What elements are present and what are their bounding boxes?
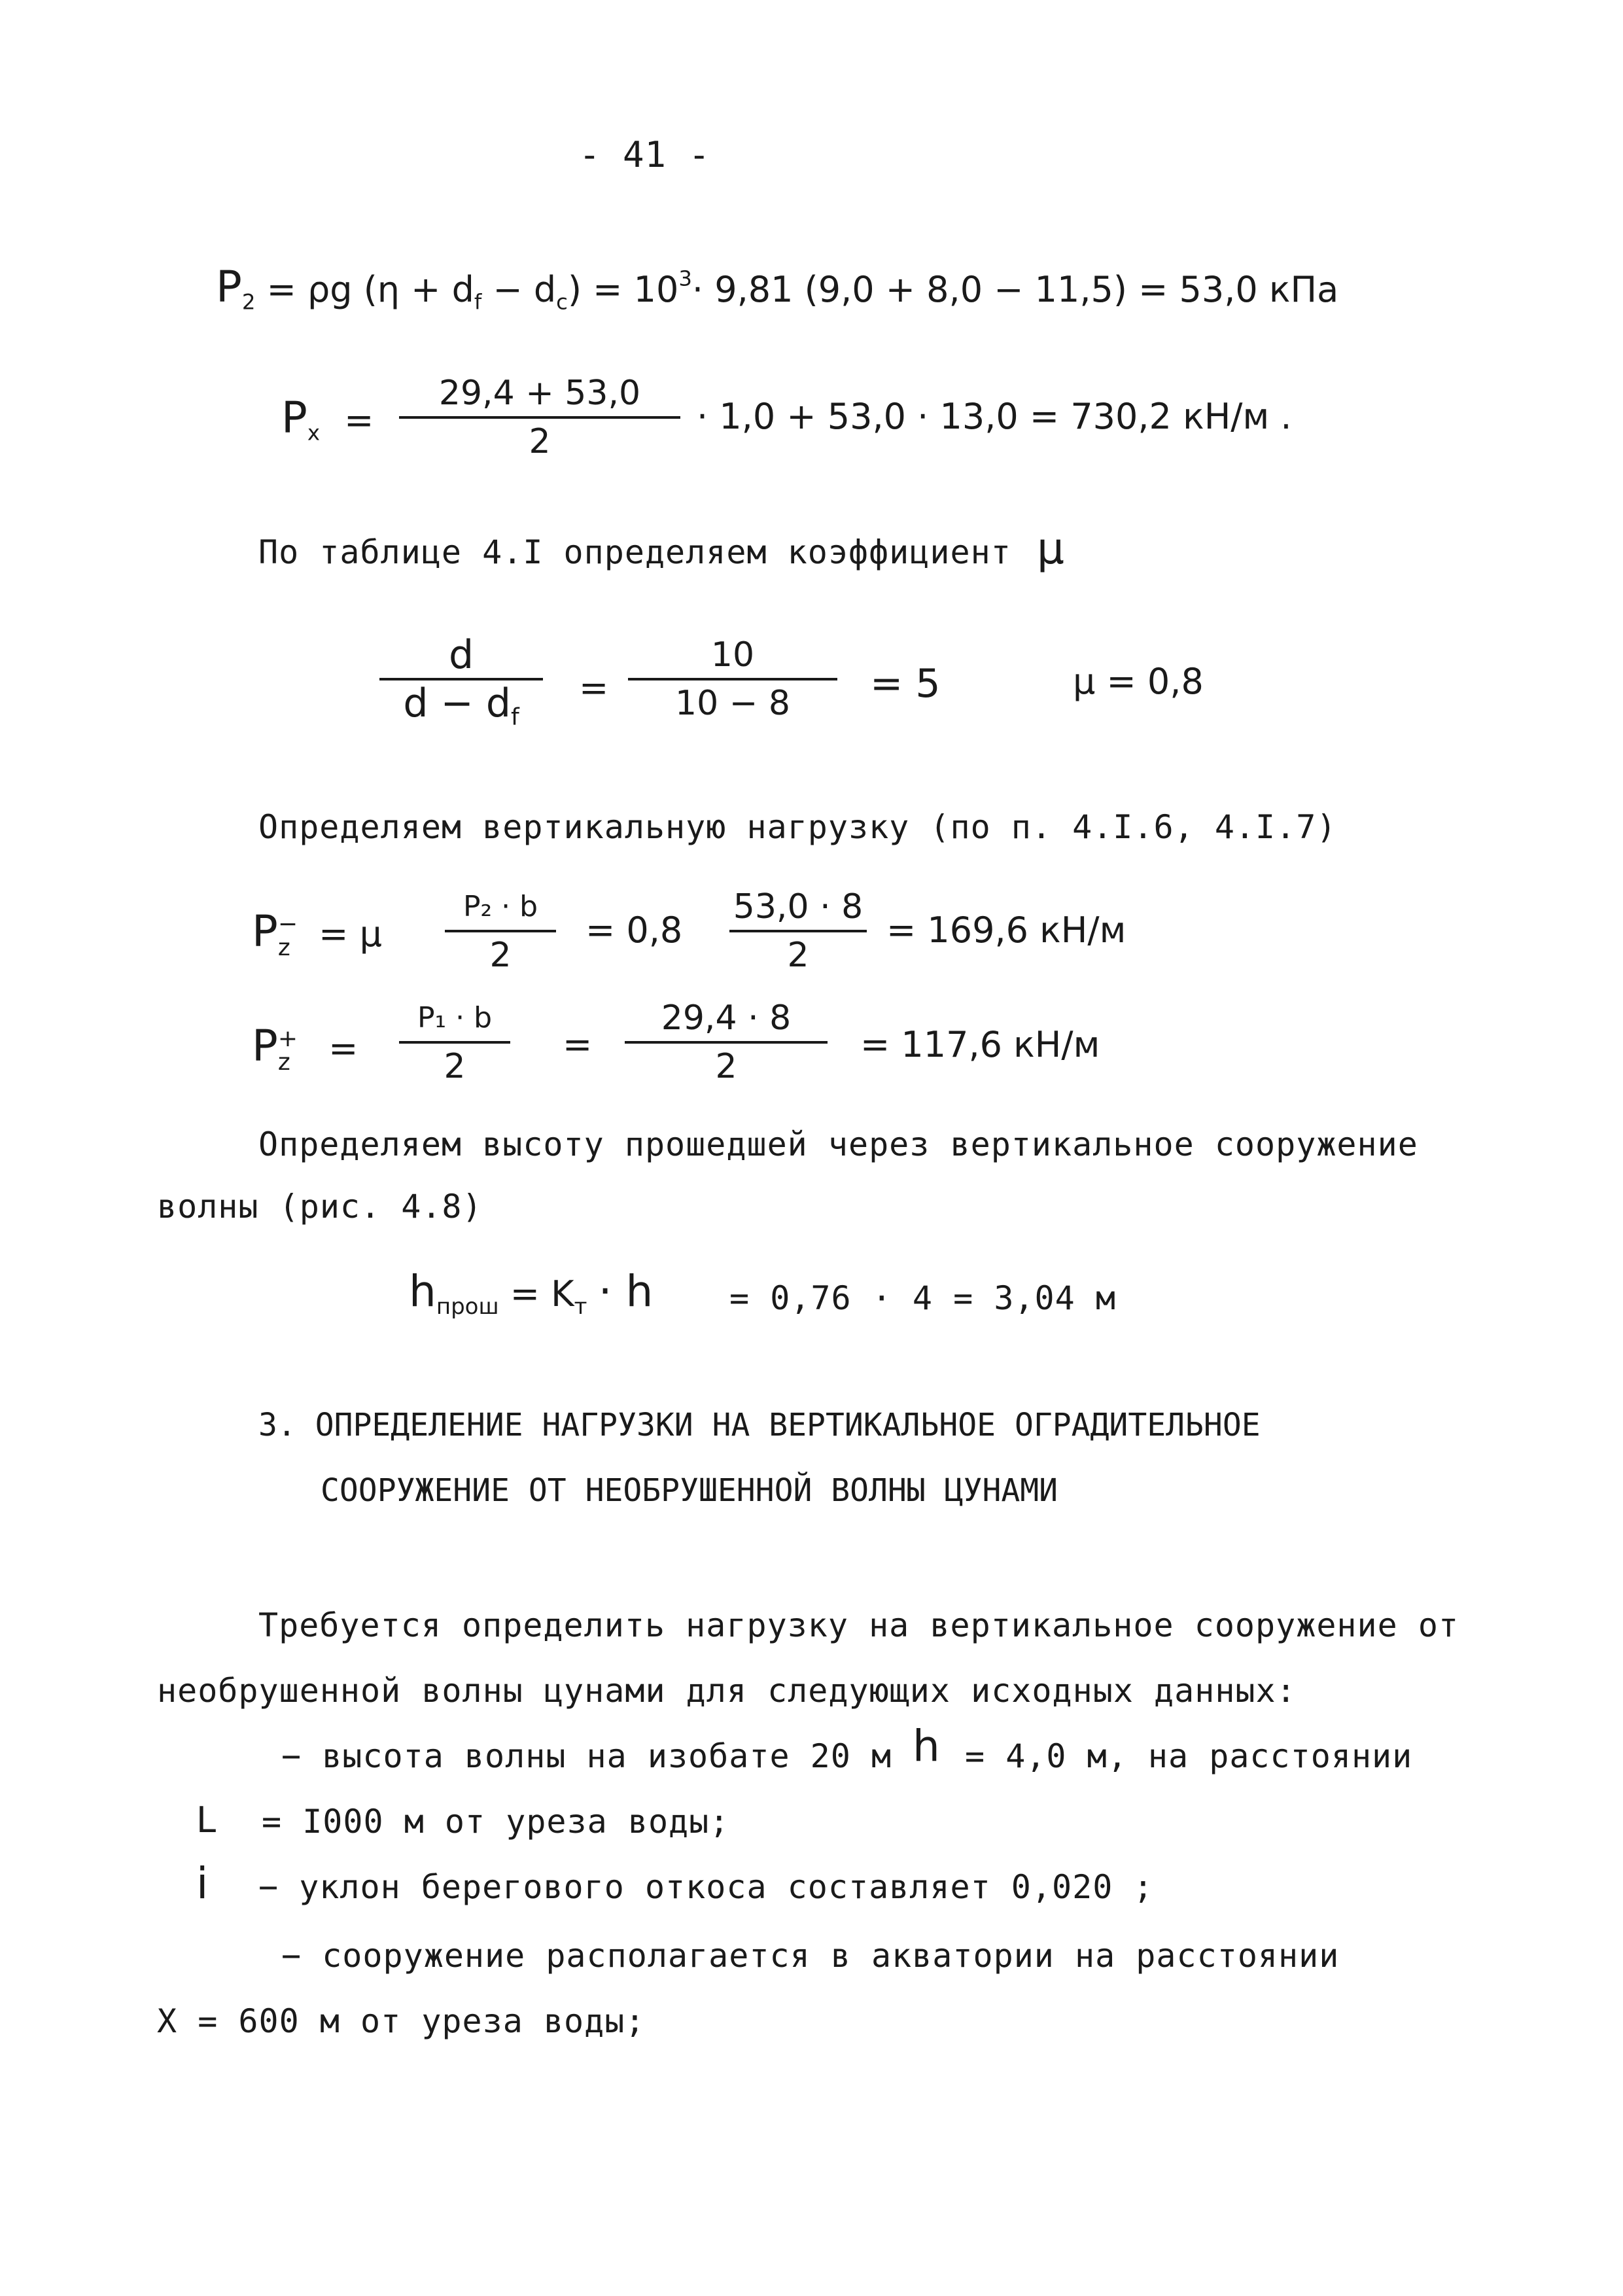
pz-minus-f2-bar <box>729 930 867 932</box>
h-mid2: · h <box>598 1266 654 1316</box>
pz-plus-sub: z <box>277 1049 290 1076</box>
section-heading-line2: СООРУЖЕНИЕ ОТ НЕОБРУШЕННОЙ ВОЛНЫ ЦУНАМИ <box>321 1472 1058 1509</box>
ratio-equals-1: = <box>579 667 609 709</box>
equation-px-lhs <box>281 393 374 445</box>
pz-minus-f1-den: 2 <box>489 936 512 975</box>
ratio-f1-den <box>403 680 519 738</box>
para-line-2: необрушенной волны цунами для следующих исходных данных: <box>157 1672 1297 1710</box>
item-2-symbol: L <box>196 1799 217 1841</box>
pz-minus-fraction-1 <box>445 887 556 976</box>
item-1-symbol: h <box>913 1721 940 1771</box>
pz-plus-f1-bar <box>399 1041 510 1044</box>
item-3-symbol: i <box>196 1858 209 1909</box>
pz-plus-f1-num: P₁ · b <box>417 1001 493 1034</box>
ratio-fraction-1 <box>379 632 543 738</box>
pz-minus-f1-num: P₂ · b <box>462 890 538 923</box>
page-number: - 41 - <box>579 134 711 175</box>
pz-minus-f2-num: 53,0 · 8 <box>733 887 864 927</box>
p2-rhs-c-sup: 3 <box>678 266 692 291</box>
ratio-equals-5: = 5 <box>870 661 941 707</box>
ratio-f1-num: d <box>448 632 474 678</box>
px-tail: · 1,0 + 53,0 · 13,0 = 730,2 кН/м . <box>697 396 1292 437</box>
item-1a: − высота волны на изобате 20 м <box>281 1737 892 1775</box>
p2-lhs: P <box>216 262 242 312</box>
pz-plus-f2-num: 29,4 · 8 <box>661 998 792 1038</box>
p2-rhs-a-sub: f <box>474 289 482 315</box>
pz-minus-eq1: = μ <box>319 913 382 955</box>
h-mid-sub: т <box>574 1293 587 1320</box>
pz-minus-sup: − <box>277 911 298 938</box>
pz-plus-fraction-1 <box>399 998 510 1087</box>
item-5: X = 600 м от уреза воды; <box>157 2002 646 2040</box>
pz-plus-f2-bar <box>625 1041 828 1044</box>
p2-rhs-b: − d <box>481 269 557 310</box>
pz-minus-lhs <box>252 906 382 960</box>
p2-rhs-c: ) = 10 <box>567 269 679 310</box>
p2-lhs-sub: 2 <box>241 289 256 315</box>
px-fraction-bar <box>399 416 680 419</box>
px-denominator: 2 <box>529 422 551 461</box>
item-2: = I000 м от уреза воды; <box>262 1803 730 1841</box>
section-heading-line1: 3. ОПРЕДЕЛЕНИЕ НАГРУЗКИ НА ВЕРТИКАЛЬНОЕ ОГРАДИТЕЛЬНОЕ <box>258 1407 1261 1443</box>
pz-plus-eq1: = <box>328 1028 358 1069</box>
px-numerator: 29,4 + 53,0 <box>438 374 641 413</box>
pz-plus-p: P <box>252 1021 278 1071</box>
pz-plus-sup: + <box>277 1025 298 1053</box>
px-lhs: P <box>281 393 307 443</box>
ratio-fraction-2 <box>628 635 837 724</box>
mu-value: μ = 0,8 <box>1073 661 1204 702</box>
h-tail: = 0,76 · 4 = 3,04 м <box>729 1279 1116 1317</box>
pz-plus-eq2: = <box>563 1024 593 1065</box>
pz-plus-f1-den: 2 <box>444 1047 466 1086</box>
text-vertical-load: Определяем вертикальную нагрузку (по п. 4.I.6, 4.I.7) <box>258 808 1337 846</box>
h-lhs: h <box>409 1266 436 1316</box>
equation-p2 <box>216 262 1338 314</box>
pz-minus-p: P <box>252 906 278 957</box>
px-equals: = <box>344 400 374 441</box>
pz-minus-tail: = 169,6 кН/м <box>886 910 1126 951</box>
px-lhs-sub: x <box>307 420 320 446</box>
ratio-f1-den-text: d − d <box>403 680 511 726</box>
h-lhs-sub: прош <box>436 1293 499 1320</box>
ratio-f2-den: 10 − 8 <box>675 684 790 723</box>
ratio-f1-den-sub: f <box>510 703 519 731</box>
text-wave-height-2: волны (рис. 4.8) <box>157 1188 483 1226</box>
p2-rhs-b-sub: c <box>556 289 568 315</box>
para-line-1: Требуется определить нагрузку на вертикальное сооружение от <box>258 1606 1459 1644</box>
pz-plus-fraction-2 <box>625 998 828 1087</box>
pz-minus-fraction-2 <box>729 887 867 976</box>
item-4: − сооружение располагается в акватории на расстоянии <box>281 1937 1340 1975</box>
equation-h <box>409 1266 653 1320</box>
p2-rhs-a: = ρg (η + d <box>266 269 474 310</box>
ratio-f2-bar <box>628 678 837 680</box>
px-fraction <box>399 373 680 462</box>
pz-minus-eq2: = 0,8 <box>585 910 683 951</box>
text-wave-height-1: Определяем высоту прошедшей через вертикальное сооружение <box>258 1125 1418 1163</box>
text-mu-intro: По таблице 4.I определяем коэффициент <box>258 533 1011 571</box>
pz-minus-sub: z <box>277 934 290 962</box>
pz-minus-f1-bar <box>445 930 556 932</box>
mu-symbol: μ <box>1037 523 1064 574</box>
item-1b: = 4,0 м, на расстоянии <box>965 1737 1413 1775</box>
pz-plus-tail: = 117,6 кН/м <box>860 1024 1100 1065</box>
pz-plus-lhs <box>252 1021 358 1074</box>
pz-plus-f2-den: 2 <box>715 1047 737 1086</box>
h-mid: = K <box>510 1273 574 1315</box>
ratio-f2-num: 10 <box>710 635 755 675</box>
item-3: − уклон берегового откоса составляет 0,020 ; <box>258 1868 1154 1906</box>
pz-minus-f2-den: 2 <box>787 936 809 975</box>
p2-rhs-d: · 9,81 (9,0 + 8,0 − 11,5) = 53,0 кПа <box>691 269 1339 310</box>
